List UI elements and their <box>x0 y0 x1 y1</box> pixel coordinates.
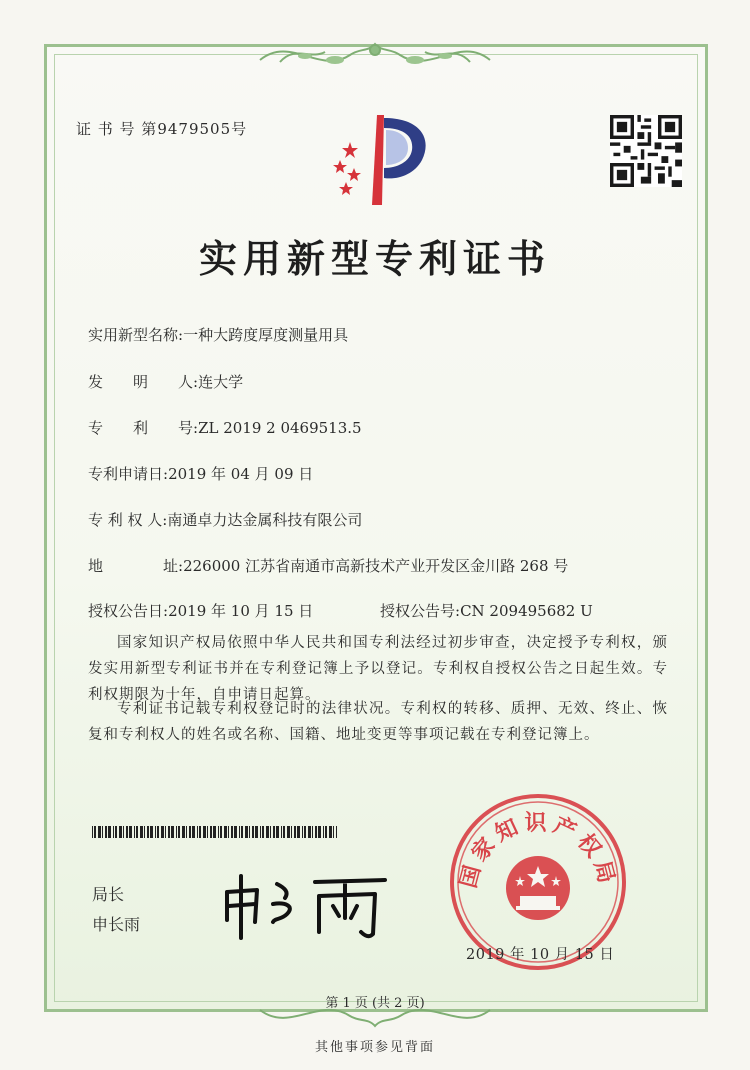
field-value: 2019 年 04 月 09 日 <box>168 465 314 483</box>
director-signature <box>215 862 390 942</box>
top-floral-ornament <box>250 30 500 80</box>
field-label: 专 利 号: <box>88 419 199 437</box>
field-label: 专 利 权 人: <box>88 511 168 529</box>
field-label: 授权公告日: <box>88 602 169 620</box>
director-name: 申长雨 <box>92 915 141 934</box>
certificate-number-suffix: 号 <box>231 120 248 138</box>
field-label: 实用新型名称: <box>88 326 184 344</box>
field-grant-number <box>380 600 593 621</box>
qr-code-icon <box>610 115 682 187</box>
barcode-icon <box>92 826 337 838</box>
certificate-number-value: 9479505 <box>157 120 232 138</box>
field-grant-date <box>88 600 313 621</box>
field-label: 专利申请日: <box>88 465 169 483</box>
seal-text: 国家知识产权局 <box>456 811 620 891</box>
field-value: 南通卓力达金属科技有限公司 <box>167 511 363 529</box>
paragraph-grant-statement: 国家知识产权局依照中华人民共和国专利法经过初步审查，决定授予专利权，颁发实用新型专利证书并在专利登记簿上予以登记。专利权自授权公告之日起生效。专利权期限为十年，自申请日起算。 <box>88 635 668 703</box>
page-number: 第 1 页 (共 2 页) <box>325 996 425 1011</box>
footer-note: 其他事项参见背面 <box>314 1040 435 1055</box>
patent-office-emblem-icon <box>322 110 442 210</box>
certificate-title: 实用新型专利证书 <box>198 236 551 281</box>
certificate-number <box>76 118 247 139</box>
field-filing-date <box>88 463 313 484</box>
field-inventor <box>88 371 243 392</box>
field-value: 连大学 <box>198 373 244 391</box>
field-value: 226000 江苏省南通市高新技术产业开发区金川路 268 号 <box>183 557 569 575</box>
field-patentee <box>88 509 362 530</box>
paragraph-legal-status: 专利证书记载专利权登记时的法律状况。专利权的转移、质押、无效、终止、恢复和专利权人的姓名或名称、国籍、地址变更等事项记载在专利登记簿上。 <box>88 701 668 743</box>
field-value: 2019 年 10 月 15 日 <box>168 602 314 620</box>
field-address <box>88 555 568 576</box>
field-value: 一种大跨度厚度测量用具 <box>183 326 349 344</box>
seal-date: 2019 年 10 月 15 日 <box>466 947 615 963</box>
field-value: ZL 2019 2 0469513.5 <box>198 419 362 437</box>
field-label: 地 址: <box>88 557 184 575</box>
field-label: 发 明 人: <box>88 373 199 391</box>
field-value: CN 209495682 U <box>460 602 593 620</box>
field-label: 授权公告号: <box>380 602 461 620</box>
field-patent-number <box>88 417 362 438</box>
field-utility-model-name <box>88 324 348 345</box>
certificate-number-label: 证 书 号 第 <box>76 120 158 138</box>
director-title: 局长 <box>92 885 125 904</box>
